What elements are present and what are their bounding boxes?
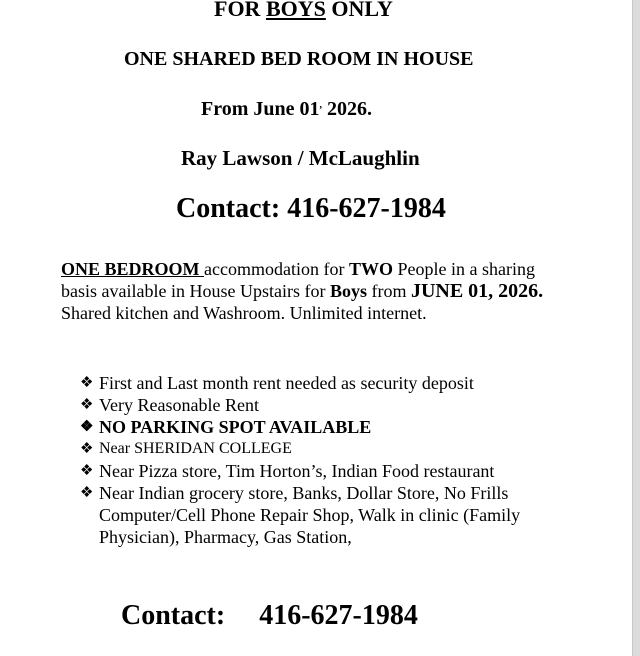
subtitle: ONE SHARED BED ROOM IN HOUSE <box>124 48 474 70</box>
title-prefix: FOR <box>214 0 266 21</box>
features-list <box>80 372 600 548</box>
description-part3: from <box>366 281 411 301</box>
list-item: ❖ Very Reasonable Rent <box>80 395 259 415</box>
diamond-bullet-icon: ❖ <box>80 375 94 391</box>
page-title <box>214 0 393 22</box>
availability-date <box>201 98 372 121</box>
location: Ray Lawson / McLaughlin <box>181 146 420 170</box>
description-part4: Shared kitchen and Washroom. Unlimited internet. <box>61 303 427 323</box>
description-date: JUNE 01, 2026. <box>410 280 544 302</box>
footer-contact <box>121 600 418 632</box>
diamond-bullet-icon: ❖ <box>80 485 94 501</box>
date-mark: , <box>319 99 323 111</box>
description-paragraph <box>61 258 561 324</box>
diamond-bullet-icon: ❖ <box>80 397 94 413</box>
header-contact: Contact: 416-627-1984 <box>176 193 446 224</box>
diamond-bullet-icon: ❖ <box>80 463 94 479</box>
date-suffix: 2026. <box>322 98 373 120</box>
list-item: ❖ Near SHERIDAN COLLEGE <box>80 438 600 460</box>
title-suffix: ONLY <box>325 0 393 21</box>
description-lead: ONE BEDROOM <box>61 259 205 279</box>
list-item: ❖ Near Indian grocery store, Banks, Dollar Store, No Frills Computer/Cell Phone Repair Shop, Walk in clinic (Family Physician), Pharmacy, Gas Station, <box>80 483 521 547</box>
description-part2: People in a sharing basis available in House Upstairs for <box>61 259 535 301</box>
title-boys: BOYS <box>265 0 326 21</box>
vertical-scrollbar[interactable] <box>633 0 640 656</box>
diamond-bullet-icon: ❖ <box>80 419 94 435</box>
footer-contact-number: 416-627-1984 <box>259 600 418 631</box>
list-item: ❖ Near Pizza store, Tim Horton’s, Indian Food restaurant <box>80 461 495 481</box>
description-boys: Boys <box>329 281 367 301</box>
diamond-bullet-icon: ❖ <box>80 441 94 457</box>
list-item: ❖ First and Last month rent needed as security deposit <box>80 373 474 393</box>
list-item: ❖ NO PARKING SPOT AVAILABLE <box>80 417 372 437</box>
description-part1: accommodation for <box>204 259 349 279</box>
footer-contact-label: Contact: <box>121 600 226 631</box>
date-prefix: From June 01 <box>201 98 320 120</box>
description-two: TWO <box>348 259 393 279</box>
